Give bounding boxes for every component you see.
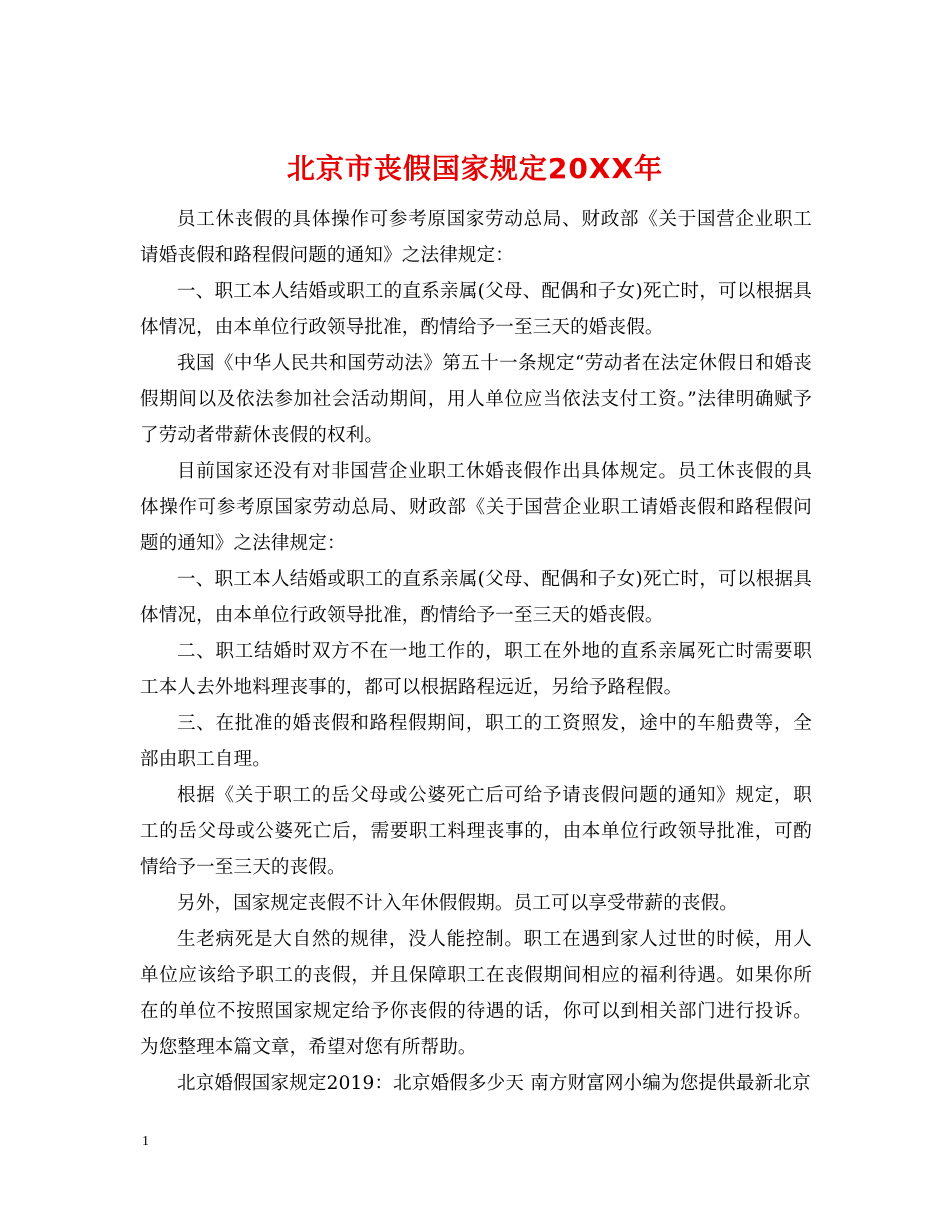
paragraph: 三、在批准的婚丧假和路程假期间，职工的工资照发，途中的车船费等，全部由职工自理。: [140, 713, 812, 770]
paragraph: 另外，国家规定丧假不计入年休假假期。员工可以享受带薪的丧假。: [177, 893, 739, 914]
paragraph: 生老病死是大自然的规律，没人能控制。职工在遇到家人过世的时候，用人单位应该给予职工的丧假，并且保障职工在丧假期间相应的福利待遇。如果你所在的单位不按照国家规定给予你丧假的待遇的话，你可以到相关部门进行投诉。为您整理本篇文章，希望对您有所帮助。: [140, 929, 812, 1058]
paragraph: 根据《关于职工的岳父母或公婆死亡后可给予请丧假问题的通知》规定，职工的岳父母或公婆死亡后，需要职工料理丧事的，由本单位行政领导批准，可酌情给予一至三天的丧假。: [140, 785, 812, 878]
page-number: 1: [142, 1134, 149, 1149]
paragraph: 目前国家还没有对非国营企业职工休婚丧假作出具体规定。员工休丧假的具体操作可参考原国家劳动总局、财政部《关于国营企业职工请婚丧假和路程假问题的通知》之法律规定：: [140, 461, 812, 554]
paragraph: 员工休丧假的具体操作可参考原国家劳动总局、财政部《关于国营企业职工请婚丧假和路程假问题的通知》之法律规定：: [140, 209, 812, 266]
paragraph: 一、职工本人结婚或职工的直系亲属(父母、配偶和子女)死亡时，可以根据具体情况，由本单位行政领导批准，酌情给予一至三天的婚丧假。: [140, 569, 812, 626]
document-body: [140, 202, 812, 1102]
paragraph: 北京婚假国家规定2019：北京婚假多少天 南方财富网小编为您提供最新北京: [177, 1073, 811, 1094]
paragraph: 一、职工本人结婚或职工的直系亲属(父母、配偶和子女)死亡时，可以根据具体情况，由本单位行政领导批准，酌情给予一至三天的婚丧假。: [140, 281, 812, 338]
paragraph: 二、职工结婚时双方不在一地工作的，职工在外地的直系亲属死亡时需要职工本人去外地料理丧事的，都可以根据路程远近，另给予路程假。: [140, 641, 812, 698]
document-title: 北京市丧假国家规定20XX年: [286, 151, 664, 185]
paragraph: 我国《中华人民共和国劳动法》第五十一条规定“劳动者在法定休假日和婚丧假期间以及依法参加社会活动期间，用人单位应当依法支付工资。”法律明确赋予了劳动者带薪休丧假的权利。: [140, 353, 812, 446]
